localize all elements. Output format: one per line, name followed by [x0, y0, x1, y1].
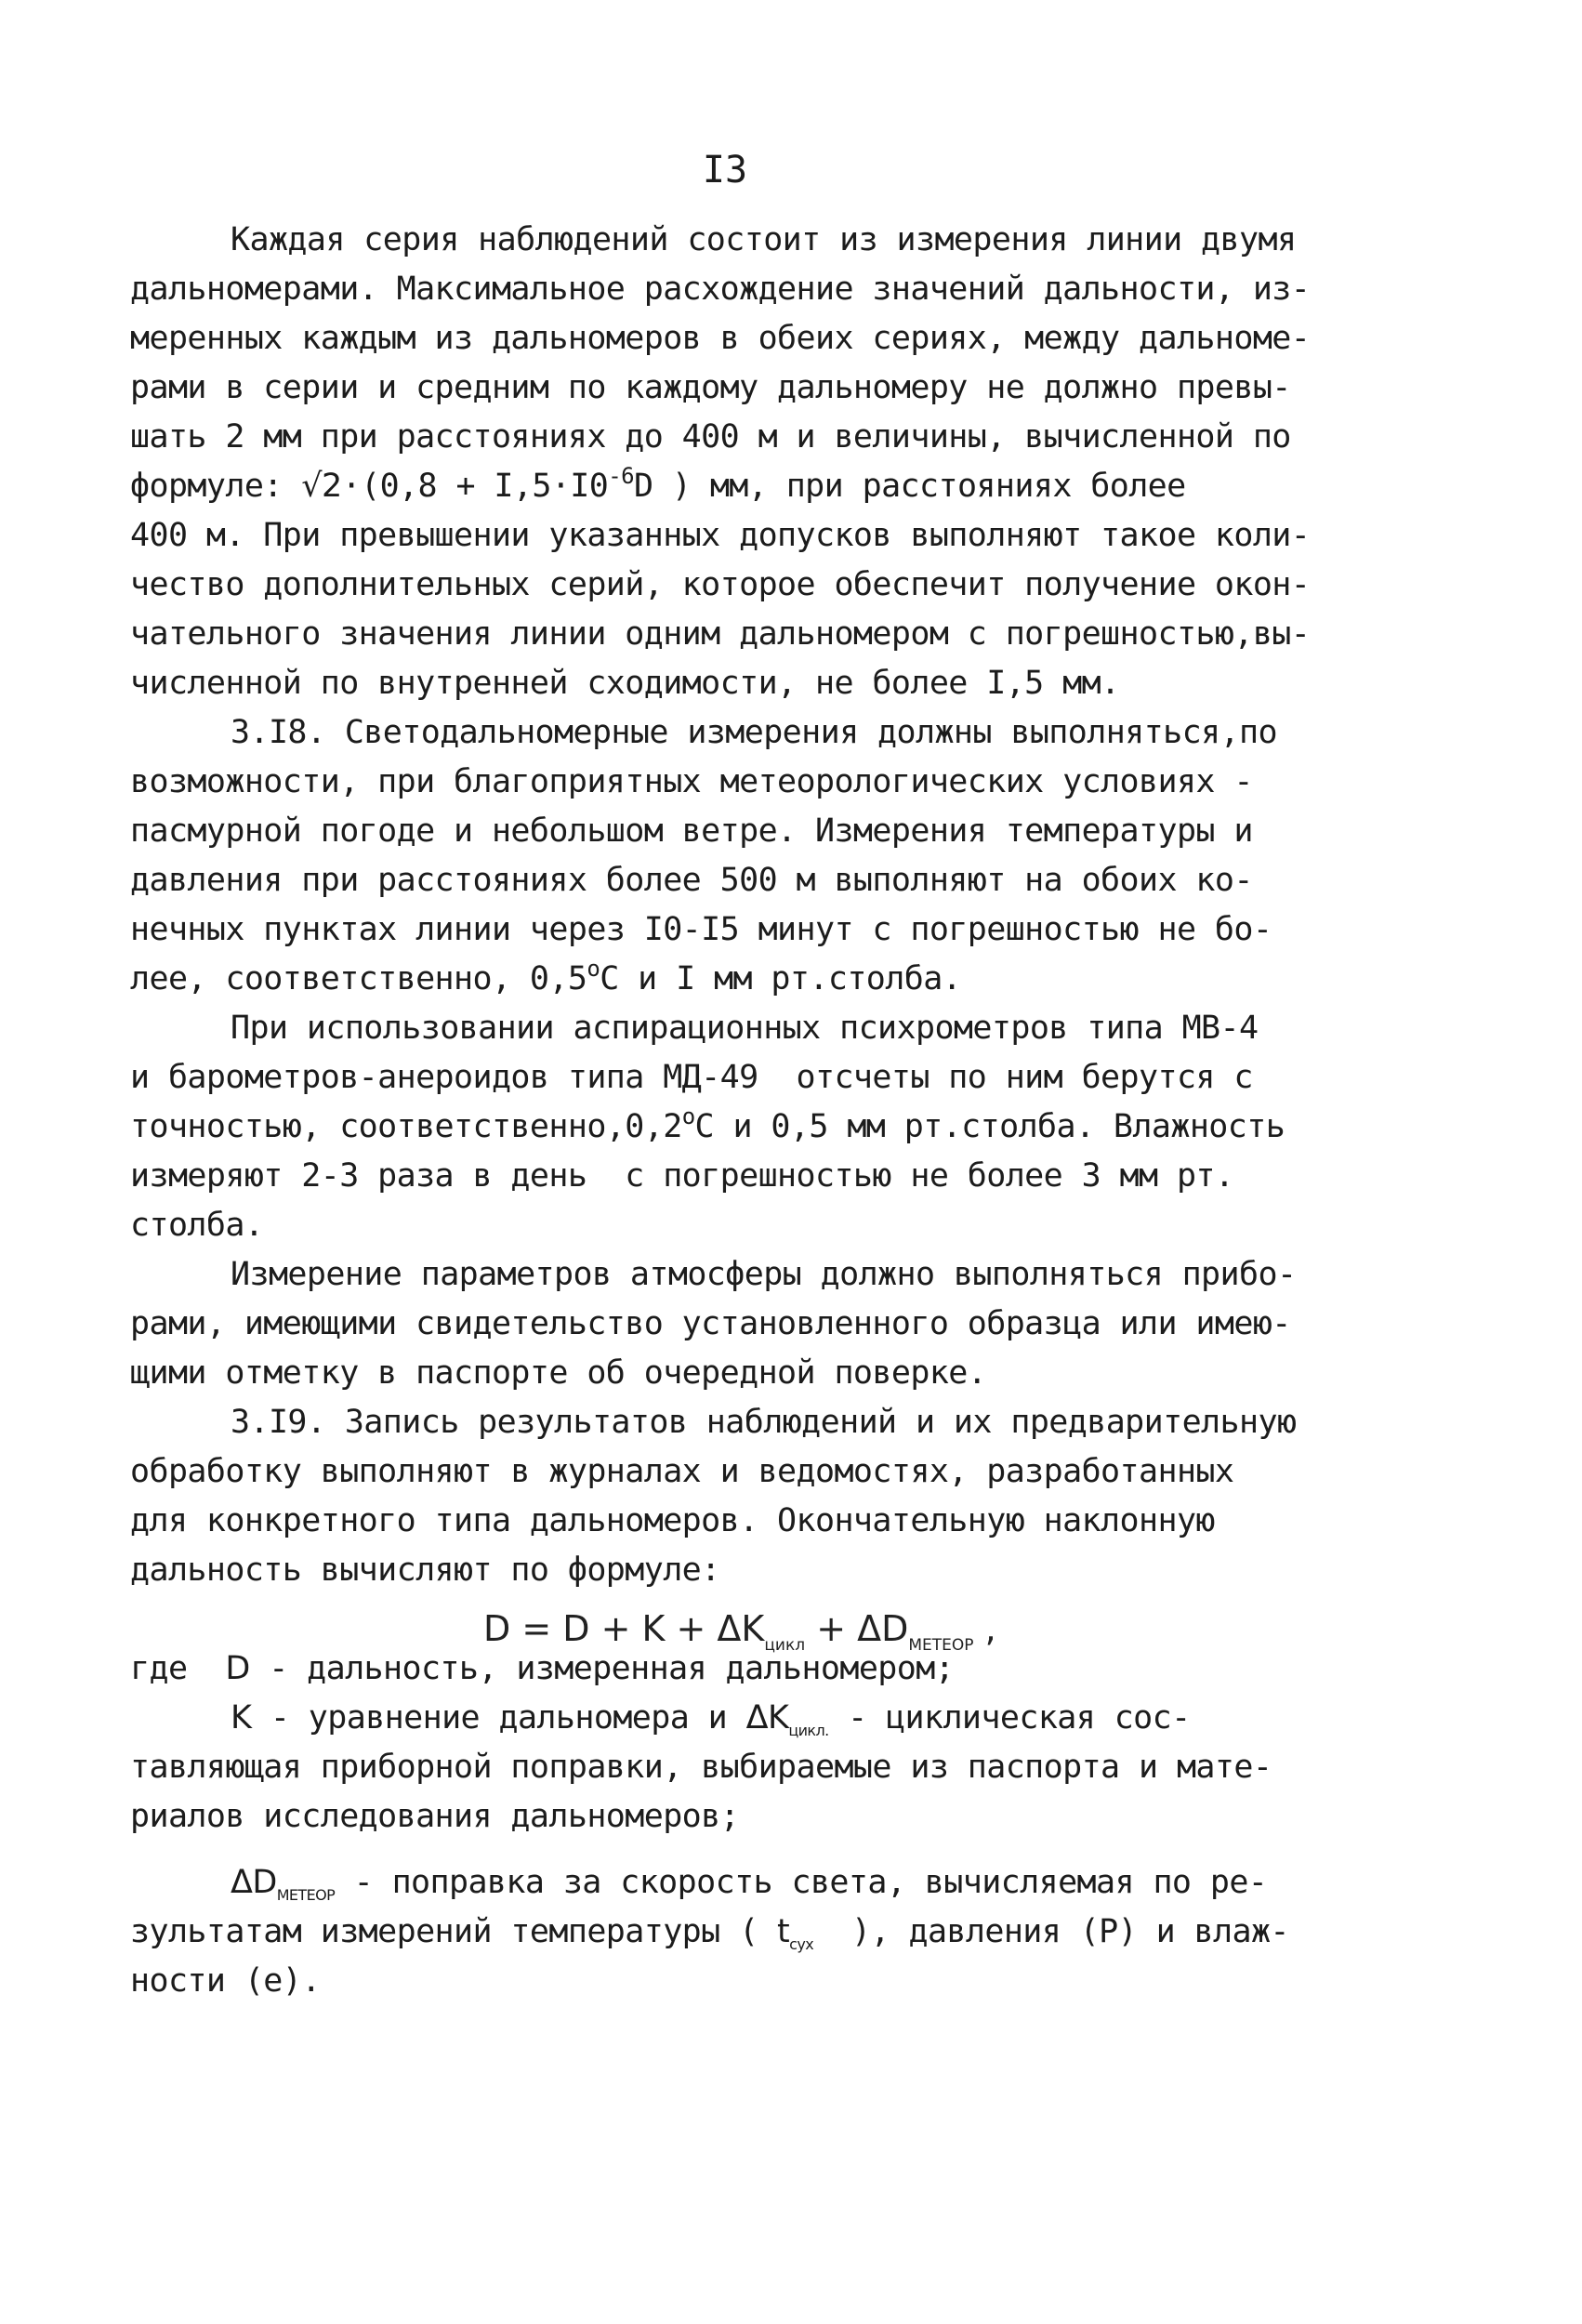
text-line: и барометров-анероидов типа МД-49 отсчеты по ним берутся с — [130, 1059, 1253, 1096]
text-line: дальность вычисляют по формуле: — [130, 1552, 720, 1589]
text-fragment: C и 0,5 мм рт.столба. Влажность — [694, 1108, 1285, 1145]
variable-symbol: D — [225, 1650, 250, 1687]
text-line: Измерение параметров атмосферы должно выполняться прибо- — [231, 1256, 1297, 1293]
text-line: рами в серии и средним по каждому дальномеру не должно превы- — [130, 369, 1291, 406]
variable-symbol: ΔD — [231, 1864, 277, 1901]
definition-line — [130, 1694, 1380, 1743]
text-fragment: лее, соответственно, 0,5 — [130, 960, 587, 997]
text-line: риалов исследования дальномеров; — [130, 1798, 740, 1835]
text-fragment: где — [130, 1650, 226, 1687]
text-line: меренных каждым из дальномеров в обеих сериях, между дальноме- — [130, 320, 1311, 357]
text-fragment: - циклическая сос- — [828, 1699, 1191, 1736]
text-line: дальномерами. Максимальное расхождение значений дальности, из- — [130, 271, 1311, 308]
text-line — [130, 955, 1380, 1004]
document-body — [130, 216, 1380, 2006]
text-fragment: ), давления (Р) и влаж- — [813, 1913, 1289, 1950]
text-line: щими отметку в паспорте об очередной поверке. — [130, 1354, 987, 1392]
text-fragment: - дальность, измеренная дальномером; — [249, 1650, 955, 1687]
text-fragment: ·(0,8 + I,5·I0 — [341, 468, 609, 505]
text-line: 3.I9. Запись результатов наблюдений и их предварительную — [231, 1404, 1297, 1441]
text-line: столба. — [130, 1207, 264, 1244]
text-line: обработку выполняют в журналах и ведомостях, разработанных — [130, 1453, 1234, 1490]
text-line: чательного значения линии одним дальномером с погрешностью,вы- — [130, 615, 1311, 653]
degree-sign: o — [681, 1103, 695, 1129]
text-fragment: - поправка за скорость света, вычисляемая по ре- — [335, 1864, 1268, 1901]
page-number: I3 — [702, 149, 748, 191]
text-line: 400 м. При превышении указанных допусков выполняют такое коли- — [130, 517, 1311, 554]
text-line: 3.I8. Светодальномерные измерения должны выполняться,по — [231, 714, 1277, 751]
text-fragment: C и I мм рт.столба. — [600, 960, 962, 997]
text-line-with-formula — [130, 462, 1380, 511]
text-line: возможности, при благоприятных метеорологических условиях - — [130, 763, 1253, 800]
formula-subscript: цикл — [764, 1636, 806, 1655]
text-line: нечных пунктах линии через I0-I5 минут с погрешностью не бо- — [130, 911, 1272, 948]
formula-part: + ΔD — [805, 1608, 909, 1649]
text-line — [130, 1103, 1380, 1152]
text-line: тавляющая приборной поправки, выбираемые из паспорта и мате- — [130, 1749, 1272, 1786]
distance-formula — [483, 1608, 996, 1655]
text-fragment: зультатам измерений температуры ( — [130, 1913, 778, 1950]
text-fragment: точностью, соответственно,0,2 — [130, 1108, 682, 1145]
sqrt-expression: √2 — [301, 468, 342, 505]
text-fragment: - уравнение дальномера и — [251, 1699, 746, 1736]
definition-line — [130, 1858, 1380, 1908]
text-line: чество дополнительных серий, которое обеспечит получение окон- — [130, 566, 1311, 603]
text-line: При использовании аспирационных психрометров типа МВ-4 — [231, 1010, 1259, 1047]
variable-symbol: t — [777, 1913, 790, 1950]
text-line: численной по внутренней сходимости, не более I,5 мм. — [130, 665, 1120, 702]
text-line: рами, имеющими свидетельство установленного образца или имею- — [130, 1305, 1291, 1342]
formula-part: D = D + K + ΔK — [483, 1608, 765, 1649]
text-line: для конкретного типа дальномеров. Окончательную наклонную — [130, 1502, 1215, 1539]
subscript: МЕТЕОР — [276, 1886, 336, 1904]
text-line — [130, 1908, 1380, 1957]
text-fragment: формуле: — [130, 468, 302, 505]
degree-sign: o — [587, 956, 600, 982]
formula-subscript: МЕТЕОР — [908, 1636, 974, 1655]
text-line: пасмурной погоде и небольшом ветре. Измерения температуры и — [130, 812, 1253, 850]
variable-symbol: K — [231, 1699, 252, 1736]
subscript: цикл. — [788, 1722, 829, 1739]
text-line: ности (е). — [130, 1962, 321, 2000]
text-line: давления при расстояниях более 500 м выполняют на обоих ко- — [130, 862, 1253, 899]
paragraph-gap — [130, 1842, 1380, 1858]
text-fragment: D ) мм, при расстояниях более — [633, 468, 1186, 505]
variable-symbol: ΔK — [745, 1699, 789, 1736]
text-line: Каждая серия наблюдений состоит из измерения линии двумя — [231, 221, 1297, 258]
subscript: сух — [789, 1935, 814, 1953]
formula-part: , — [973, 1608, 996, 1649]
exponent: -6 — [608, 463, 634, 489]
text-line: шать 2 мм при расстояниях до 400 м и величины, вычисленной по — [130, 418, 1291, 456]
text-line: измеряют 2-3 раза в день с погрешностью не более 3 мм рт. — [130, 1157, 1234, 1195]
